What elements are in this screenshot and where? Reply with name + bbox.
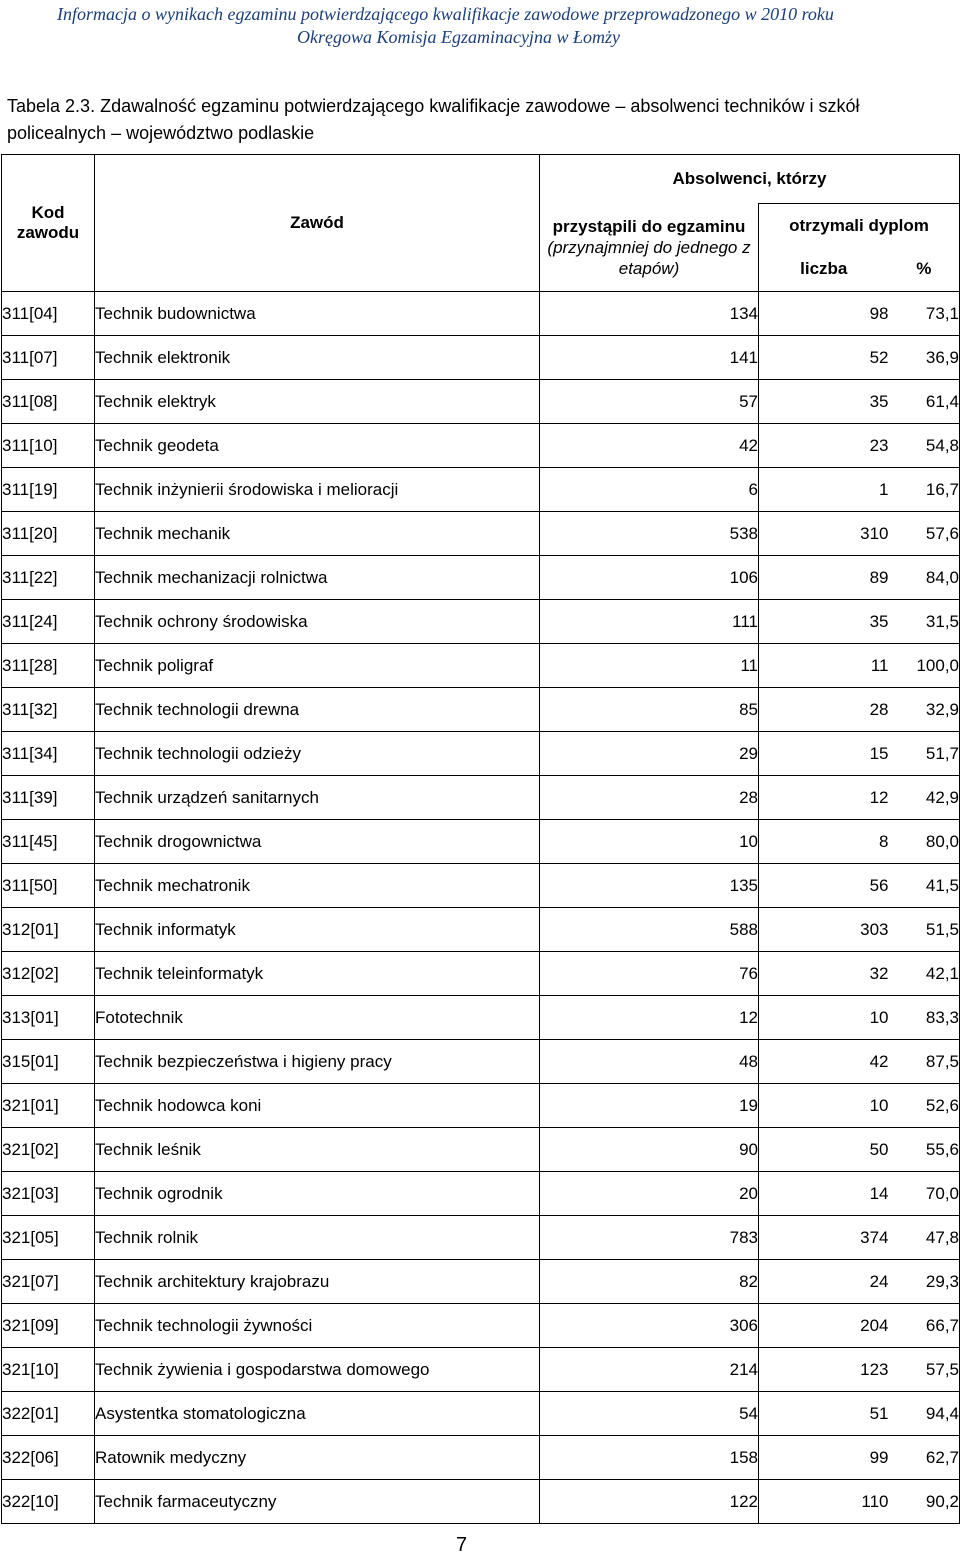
cell-profession: Technik technologii odzieży [95, 732, 540, 776]
cell-diploma-count: 89 [759, 556, 889, 600]
cell-diploma-percent: 87,5 [889, 1040, 960, 1084]
table-row [2, 732, 960, 776]
cell-took-exam: 141 [540, 336, 759, 380]
cell-profession: Ratownik medyczny [95, 1436, 540, 1480]
column-header-graduates: Absolwenci, którzy [540, 155, 960, 204]
cell-diploma-percent: 90,2 [889, 1480, 960, 1524]
cell-profession: Technik elektryk [95, 380, 540, 424]
cell-diploma-count: 303 [759, 908, 889, 952]
cell-profession: Technik technologii drewna [95, 688, 540, 732]
cell-diploma-percent: 73,1 [889, 292, 960, 336]
cell-profession: Technik mechatronik [95, 864, 540, 908]
cell-profession: Technik mechanik [95, 512, 540, 556]
cell-diploma-count: 10 [759, 1084, 889, 1128]
table-row [2, 688, 960, 732]
cell-took-exam: 538 [540, 512, 759, 556]
cell-diploma-count: 56 [759, 864, 889, 908]
cell-diploma-percent: 55,6 [889, 1128, 960, 1172]
cell-diploma-percent: 54,8 [889, 424, 960, 468]
cell-diploma-count: 110 [759, 1480, 889, 1524]
cell-diploma-count: 28 [759, 688, 889, 732]
cell-diploma-percent: 31,5 [889, 600, 960, 644]
cell-code: 321[02] [2, 1128, 95, 1172]
table-row [2, 1172, 960, 1216]
column-header-took-exam [540, 204, 759, 292]
table-caption: Tabela 2.3. Zdawalność egzaminu potwierdzającego kwalifikacje zawodowe – absolwenci techników i szkół policealnych – województwo podlaskie [7, 96, 860, 143]
cell-code: 311[24] [2, 600, 95, 644]
cell-code: 311[22] [2, 556, 95, 600]
cell-profession: Technik ochrony środowiska [95, 600, 540, 644]
table-row [2, 1436, 960, 1480]
cell-diploma-percent: 41,5 [889, 864, 960, 908]
cell-profession: Technik drogownictwa [95, 820, 540, 864]
cell-profession: Technik poligraf [95, 644, 540, 688]
cell-diploma-percent: 57,6 [889, 512, 960, 556]
cell-code: 315[01] [2, 1040, 95, 1084]
cell-diploma-count: 50 [759, 1128, 889, 1172]
table-row [2, 1348, 960, 1392]
table-row [2, 336, 960, 380]
cell-profession: Technik inżynierii środowiska i melioracji [95, 468, 540, 512]
table-row [2, 952, 960, 996]
cell-profession: Technik leśnik [95, 1128, 540, 1172]
cell-code: 322[10] [2, 1480, 95, 1524]
table-row [2, 380, 960, 424]
cell-code: 313[01] [2, 996, 95, 1040]
cell-code: 311[08] [2, 380, 95, 424]
cell-diploma-percent: 29,3 [889, 1260, 960, 1304]
table-row [2, 512, 960, 556]
cell-diploma-count: 204 [759, 1304, 889, 1348]
cell-profession: Technik hodowca koni [95, 1084, 540, 1128]
cell-diploma-count: 23 [759, 424, 889, 468]
cell-took-exam: 54 [540, 1392, 759, 1436]
cell-diploma-percent: 51,7 [889, 732, 960, 776]
cell-profession: Technik architektury krajobrazu [95, 1260, 540, 1304]
cell-diploma-count: 12 [759, 776, 889, 820]
cell-profession: Technik technologii żywności [95, 1304, 540, 1348]
cell-diploma-count: 99 [759, 1436, 889, 1480]
cell-code: 321[07] [2, 1260, 95, 1304]
cell-diploma-count: 24 [759, 1260, 889, 1304]
cell-profession: Technik rolnik [95, 1216, 540, 1260]
cell-diploma-count: 14 [759, 1172, 889, 1216]
took-exam-note: (przynajmniej do jednego z etapów) [547, 237, 751, 278]
cell-took-exam: 29 [540, 732, 759, 776]
cell-took-exam: 158 [540, 1436, 759, 1480]
column-header-percent: % [889, 247, 960, 292]
cell-code: 311[45] [2, 820, 95, 864]
cell-diploma-percent: 62,7 [889, 1436, 960, 1480]
cell-diploma-count: 8 [759, 820, 889, 864]
cell-code: 311[50] [2, 864, 95, 908]
cell-took-exam: 111 [540, 600, 759, 644]
cell-code: 322[01] [2, 1392, 95, 1436]
results-table [1, 154, 960, 1524]
table-row [2, 908, 960, 952]
cell-diploma-percent: 80,0 [889, 820, 960, 864]
cell-took-exam: 11 [540, 644, 759, 688]
cell-diploma-count: 52 [759, 336, 889, 380]
cell-took-exam: 90 [540, 1128, 759, 1172]
cell-profession: Technik urządzeń sanitarnych [95, 776, 540, 820]
table-body [2, 292, 960, 1524]
cell-diploma-percent: 16,7 [889, 468, 960, 512]
cell-took-exam: 76 [540, 952, 759, 996]
cell-diploma-count: 310 [759, 512, 889, 556]
header-commission-name: Okręgowa Komisja Egzaminacyjna w Łomży [297, 27, 620, 47]
column-header-code: Kod zawodu [2, 155, 95, 292]
cell-profession: Technik informatyk [95, 908, 540, 952]
table-row [2, 424, 960, 468]
cell-diploma-count: 123 [759, 1348, 889, 1392]
cell-diploma-count: 51 [759, 1392, 889, 1436]
table-row [2, 820, 960, 864]
cell-took-exam: 106 [540, 556, 759, 600]
column-header-received-diploma: otrzymali dyplom [759, 204, 960, 248]
cell-took-exam: 6 [540, 468, 759, 512]
cell-took-exam: 306 [540, 1304, 759, 1348]
cell-profession: Asystentka stomatologiczna [95, 1392, 540, 1436]
cell-took-exam: 135 [540, 864, 759, 908]
cell-diploma-percent: 47,8 [889, 1216, 960, 1260]
cell-took-exam: 122 [540, 1480, 759, 1524]
cell-took-exam: 42 [540, 424, 759, 468]
table-row [2, 468, 960, 512]
cell-diploma-count: 1 [759, 468, 889, 512]
cell-diploma-count: 98 [759, 292, 889, 336]
cell-diploma-percent: 57,5 [889, 1348, 960, 1392]
cell-profession: Technik budownictwa [95, 292, 540, 336]
table-row [2, 1216, 960, 1260]
cell-took-exam: 214 [540, 1348, 759, 1392]
cell-code: 311[19] [2, 468, 95, 512]
cell-code: 311[39] [2, 776, 95, 820]
cell-diploma-percent: 42,1 [889, 952, 960, 996]
cell-profession: Technik bezpieczeństwa i higieny pracy [95, 1040, 540, 1084]
cell-diploma-percent: 42,9 [889, 776, 960, 820]
table-row [2, 776, 960, 820]
cell-diploma-percent: 52,6 [889, 1084, 960, 1128]
cell-took-exam: 19 [540, 1084, 759, 1128]
cell-profession: Technik teleinformatyk [95, 952, 540, 996]
cell-code: 321[01] [2, 1084, 95, 1128]
cell-code: 321[05] [2, 1216, 95, 1260]
cell-took-exam: 12 [540, 996, 759, 1040]
cell-code: 322[06] [2, 1436, 95, 1480]
cell-took-exam: 20 [540, 1172, 759, 1216]
cell-diploma-percent: 32,9 [889, 688, 960, 732]
cell-code: 321[09] [2, 1304, 95, 1348]
cell-code: 311[07] [2, 336, 95, 380]
cell-profession: Technik ogrodnik [95, 1172, 540, 1216]
cell-took-exam: 588 [540, 908, 759, 952]
table-row [2, 864, 960, 908]
table-row [2, 292, 960, 336]
cell-diploma-percent: 100,0 [889, 644, 960, 688]
cell-took-exam: 57 [540, 380, 759, 424]
took-exam-label: przystąpili do egzaminu [552, 216, 746, 236]
cell-diploma-percent: 51,5 [889, 908, 960, 952]
cell-diploma-count: 32 [759, 952, 889, 996]
page-number: 7 [456, 1534, 468, 1556]
cell-code: 311[20] [2, 512, 95, 556]
cell-diploma-count: 42 [759, 1040, 889, 1084]
cell-diploma-count: 10 [759, 996, 889, 1040]
header-report-title: Informacja o wynikach egzaminu potwierdzającego kwalifikacje zawodowe przeprowadzonego w 2010 roku [57, 4, 834, 24]
cell-took-exam: 134 [540, 292, 759, 336]
cell-profession: Technik elektronik [95, 336, 540, 380]
cell-took-exam: 82 [540, 1260, 759, 1304]
cell-profession: Technik geodeta [95, 424, 540, 468]
cell-diploma-count: 15 [759, 732, 889, 776]
cell-diploma-percent: 84,0 [889, 556, 960, 600]
column-header-profession: Zawód [95, 155, 540, 292]
cell-diploma-percent: 83,3 [889, 996, 960, 1040]
document-header [0, 0, 960, 58]
cell-took-exam: 10 [540, 820, 759, 864]
cell-took-exam: 28 [540, 776, 759, 820]
table-row [2, 1084, 960, 1128]
cell-diploma-percent: 36,9 [889, 336, 960, 380]
table-row [2, 1260, 960, 1304]
cell-diploma-count: 11 [759, 644, 889, 688]
table-row [2, 556, 960, 600]
cell-code: 311[32] [2, 688, 95, 732]
table-row [2, 1304, 960, 1348]
cell-diploma-percent: 61,4 [889, 380, 960, 424]
cell-code: 311[34] [2, 732, 95, 776]
table-row [2, 600, 960, 644]
cell-code: 312[02] [2, 952, 95, 996]
cell-took-exam: 48 [540, 1040, 759, 1084]
table-row [2, 1128, 960, 1172]
cell-profession: Fototechnik [95, 996, 540, 1040]
cell-profession: Technik mechanizacji rolnictwa [95, 556, 540, 600]
cell-profession: Technik farmaceutyczny [95, 1480, 540, 1524]
cell-code: 311[10] [2, 424, 95, 468]
cell-diploma-percent: 94,4 [889, 1392, 960, 1436]
cell-diploma-count: 35 [759, 380, 889, 424]
cell-code: 311[28] [2, 644, 95, 688]
cell-took-exam: 85 [540, 688, 759, 732]
cell-diploma-count: 35 [759, 600, 889, 644]
column-header-count: liczba [759, 247, 889, 292]
table-row [2, 1480, 960, 1524]
cell-code: 321[03] [2, 1172, 95, 1216]
cell-diploma-percent: 66,7 [889, 1304, 960, 1348]
table-row [2, 1040, 960, 1084]
table-row [2, 644, 960, 688]
cell-code: 312[01] [2, 908, 95, 952]
cell-code: 321[10] [2, 1348, 95, 1392]
table-row [2, 1392, 960, 1436]
cell-diploma-count: 374 [759, 1216, 889, 1260]
cell-took-exam: 783 [540, 1216, 759, 1260]
cell-code: 311[04] [2, 292, 95, 336]
table-row [2, 996, 960, 1040]
cell-diploma-percent: 70,0 [889, 1172, 960, 1216]
cell-profession: Technik żywienia i gospodarstwa domowego [95, 1348, 540, 1392]
